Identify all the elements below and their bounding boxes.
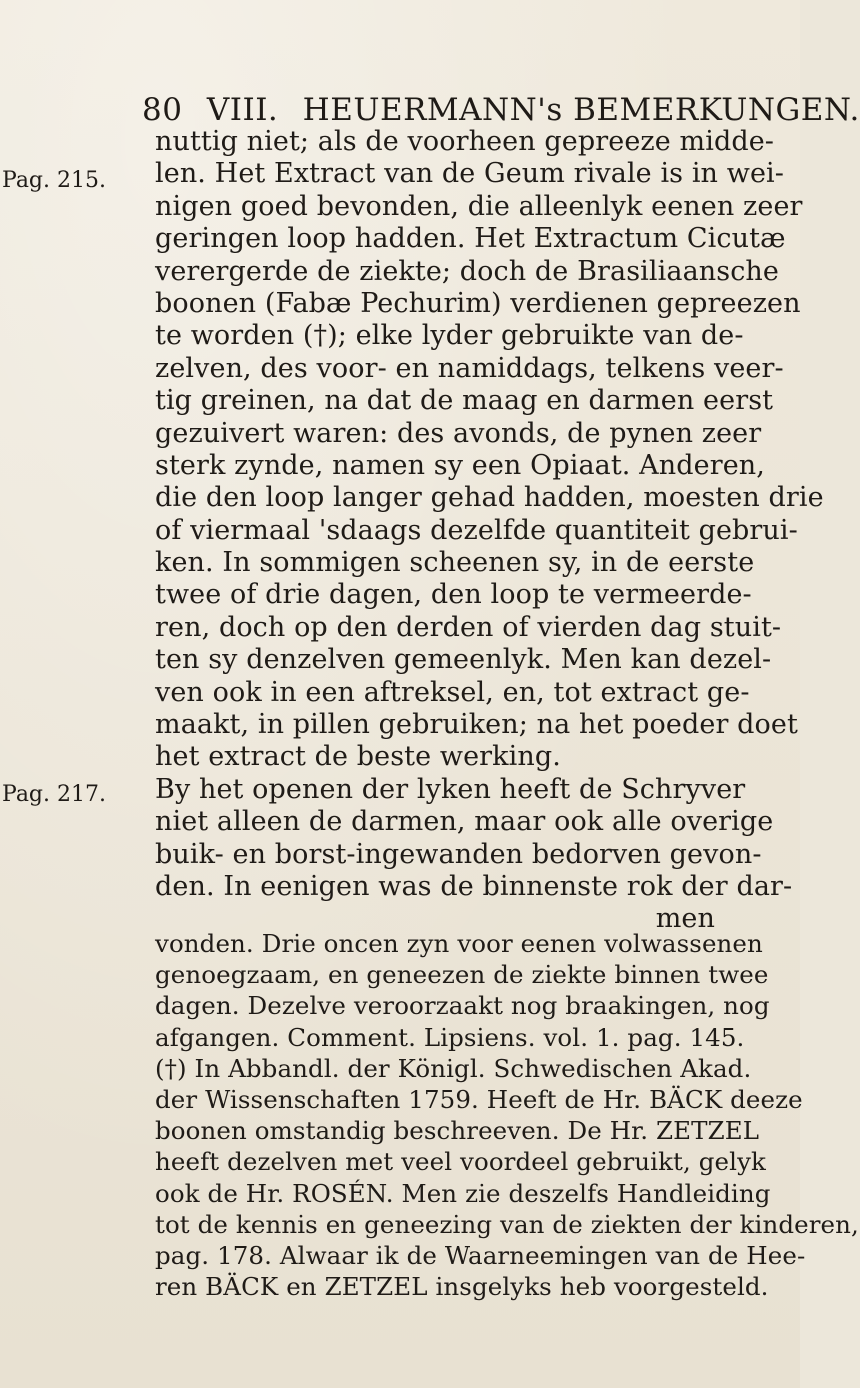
text-line: tig greinen, na dat de maag en darmen eerst [155,385,774,417]
text-line: geringen loop hadden. Het Extractum Cicutæ [155,223,786,255]
running-header [142,92,860,128]
text-line: verergerde de ziekte; doch de Brasiliaansche [155,255,780,287]
footnote-line: boonen omstandig beschreeven. De Hr. ZETZEL [155,1116,760,1146]
text-line: gezuivert waren: des avonds, de pynen zeer [155,417,762,449]
text-line: zelven, des voor- en namiddags, telkens veer- [155,352,784,384]
text-line: niet alleen de darmen, maar ook alle overige [155,806,774,838]
text-line: ven ook in een aftreksel, en, tot extract ge- [155,676,750,708]
text-line: maakt, in pillen gebruiken; na het poeder doet [155,709,798,741]
text-line: die den loop langer gehad hadden, moesten drie [155,482,824,514]
footnote-line: genoegzaam, en geneezen de ziekte binnen twee [155,960,769,990]
catchword: men [655,903,715,935]
text-line: te worden (†); elke lyder gebruikte van de- [155,320,744,352]
text-line: buik- en borst-ingewanden bedorven gevon- [155,838,762,870]
text-line: boonen (Fabæ Pechurim) verdienen gepreezen [155,287,801,319]
footnote-line: afgangen. Comment. Lipsiens. vol. 1. pag. 145. [155,1022,745,1052]
text-line: den. In eenigen was de binnenste rok der dar- [155,870,793,902]
text-line: nuttig niet; als de voorheen gepreeze midde- [155,126,775,157]
footnote-line: der Wissenschaften 1759. Heeft de Hr. BÄCK deeze [155,1084,803,1114]
margin-note-pag-217: Pag. 217. [2,782,106,807]
text-line: ten sy denzelven gemeenlyk. Men kan dezel- [155,644,772,676]
footnote-line: pag. 178. Alwaar ik de Waarneemingen van de Hee- [155,1240,806,1270]
body-text [155,126,824,936]
footnote-line: (†) In Abbandl. der Königl. Schwedischen Akad. [155,1053,752,1083]
footnote-line: tot de kennis en geneezing van de ziekten der kinderen, [155,1209,859,1239]
text-line: ren, doch op den derden of vierden dag stuit- [155,611,782,643]
footnote-line: dagen. Dezelve veroorzaakt nog braakingen, nog [155,991,770,1021]
chapter-number: VIII. [206,92,279,128]
footnote-line: heeft dezelven met veel voordeel gebruikt, gelyk [155,1147,766,1177]
running-title: HEUERMANN's BEMERKUNGEN. [302,92,860,128]
text-line: twee of drie dagen, den loop te vermeerde- [155,579,752,611]
text-line: of viermaal 'sdaags dezelfde quantiteit gebrui- [155,514,798,546]
footnote-line: ook de Hr. ROSÉN. Men zie deszelfs Handleiding [155,1178,771,1208]
page-number: 80 [142,92,183,128]
text-line: By het openen der lyken heeft de Schryver [155,773,746,805]
text-line: sterk zynde, namen sy een Opiaat. Anderen, [155,449,765,481]
footnote-line: vonden. Drie oncen zyn voor eenen volwassenen [155,929,763,958]
margin-note-pag-215: Pag. 215. [2,168,106,193]
text-line: het extract de beste werking. [155,741,561,773]
text-line: nigen goed bevonden, die alleenlyk eenen zeer [155,190,803,222]
footnotes [155,928,859,1302]
footnote-line: ren BÄCK en ZETZEL insgelyks heb voorgesteld. [155,1272,769,1302]
text-line: len. Het Extract van de Geum rivale is in wei- [155,158,784,190]
text-line: ken. In sommigen scheenen sy, in de eerste [155,547,755,579]
